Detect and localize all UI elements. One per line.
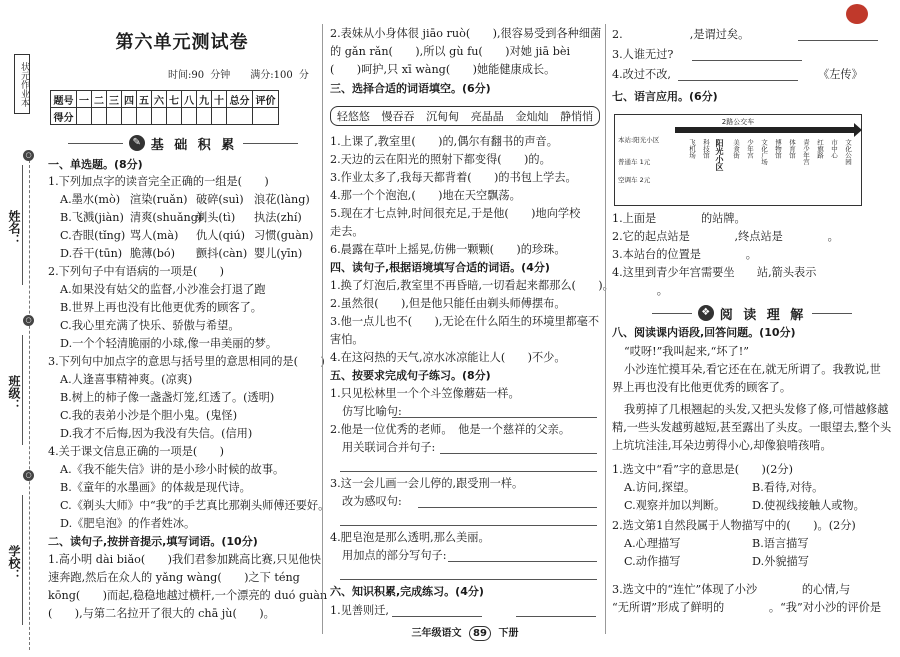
section-heading: 一、单选题。(8分) bbox=[48, 158, 143, 171]
word-option: 慢吞吞 bbox=[381, 110, 415, 123]
bus-stop: 文化公园 bbox=[844, 139, 852, 165]
word-option: 静悄悄 bbox=[560, 110, 594, 123]
binding-hole-icon: ○ bbox=[23, 470, 34, 481]
binding-hole-icon: ○ bbox=[23, 315, 34, 326]
option[interactable]: B.语言描写 bbox=[752, 537, 809, 550]
fill-line[interactable]: 2.虽然很( ),但是他只能任由剃头师傅摆布。 bbox=[330, 297, 566, 310]
banner-text: 基 础 积 累 bbox=[150, 137, 238, 153]
question: 3.下列句中加点字的意思与括号里的意思相同的是( ) bbox=[48, 355, 325, 368]
class-label: 班级： bbox=[7, 375, 21, 411]
score-cell[interactable] bbox=[167, 108, 182, 125]
source-line[interactable] bbox=[798, 40, 878, 41]
option[interactable]: A.墨水(mò) bbox=[60, 193, 121, 206]
score-cell[interactable] bbox=[107, 108, 122, 125]
score-header: 六 bbox=[152, 91, 167, 108]
score-header: 总分 bbox=[227, 91, 253, 108]
fill-line[interactable]: ( ),与第二名拉开了很大的 chā jù( )。 bbox=[48, 607, 275, 620]
bus-stop: 体育馆 bbox=[788, 139, 796, 159]
score-header: 三 bbox=[107, 91, 122, 108]
option[interactable]: A.如果没有姑父的监督,小沙准会打退了跑 bbox=[60, 283, 266, 296]
instruction: 用加点的部分写句子: bbox=[342, 549, 447, 562]
option[interactable]: D.一个个轻清脆丽的小球,像一串美丽的梦。 bbox=[60, 337, 278, 350]
fill-line[interactable]: 3.本站台的位置是 。 bbox=[612, 248, 757, 261]
section-heading: 六、知识积累,完成练习。(4分) bbox=[330, 585, 484, 598]
word-option: 亮晶晶 bbox=[470, 110, 504, 123]
fill-line[interactable]: 1.换了灯泡后,教室里不再昏暗,一切看起来都那么( )。 bbox=[330, 279, 614, 292]
bus-stop: 市中心 bbox=[830, 139, 838, 159]
score-cell[interactable] bbox=[197, 108, 212, 125]
direction-arrow-icon bbox=[675, 127, 855, 133]
source-line[interactable] bbox=[516, 616, 596, 617]
option-item: 颤抖(càn) bbox=[196, 247, 248, 260]
score-cell[interactable] bbox=[182, 108, 197, 125]
score-header: 八 bbox=[182, 91, 197, 108]
answer-line[interactable] bbox=[448, 561, 597, 562]
class-field[interactable] bbox=[22, 335, 23, 445]
option[interactable]: C.观察并加以判断。 bbox=[624, 499, 726, 512]
section-heading: 八、阅读课内语段,回答问题。(10分) bbox=[612, 326, 796, 339]
brand-badge: 状元作业本 bbox=[14, 54, 30, 114]
fill-line[interactable]: 4.这里到青少年宫需要坐 站,箭头表示 bbox=[612, 266, 817, 279]
option[interactable]: D.我才不后悔,因为我没有失信。(信用) bbox=[60, 427, 253, 440]
answer-line[interactable] bbox=[418, 507, 597, 508]
option[interactable]: B.世界上再也没有比他更优秀的顾客了。 bbox=[60, 301, 262, 314]
column-3 bbox=[612, 0, 894, 657]
footer-subject: 三年级语文 bbox=[411, 628, 462, 639]
score-cell[interactable] bbox=[122, 108, 137, 125]
option[interactable]: B.树上的柿子像一盏盏灯笼,红透了。(透明) bbox=[60, 391, 275, 404]
fill-line[interactable]: “无所谓”形成了鲜明的 。“我”对小沙的评价是 bbox=[612, 601, 882, 614]
passage-line: “哎呀!”我叫起来,“坏了!” bbox=[624, 345, 749, 358]
bus-stop-current: 阳光小区 bbox=[715, 139, 724, 171]
page-number: 89 bbox=[469, 626, 491, 641]
fill-line[interactable]: 6.晨露在草叶上摇晃,仿佛一颗颗( )的珍珠。 bbox=[330, 243, 566, 256]
score-header: 二 bbox=[92, 91, 107, 108]
sentence: 3.这一会儿画一会儿停的,跟受刑一样。 bbox=[330, 477, 524, 490]
answer-line[interactable] bbox=[340, 579, 597, 580]
fill-line: 4.改过不改, bbox=[612, 68, 671, 81]
fill-line[interactable]: 1.上课了,教室里( )的,偶尔有翻书的声音。 bbox=[330, 135, 558, 148]
answer-line[interactable] bbox=[392, 616, 482, 617]
fill-line[interactable]: 1.高小明 dài biǎo( )我们君参加跳高比赛,只见他快 bbox=[48, 553, 322, 566]
name-field[interactable] bbox=[22, 165, 23, 285]
bus-stop: 飞机场 bbox=[688, 139, 696, 159]
bus-stop: 文化广场 bbox=[760, 139, 768, 165]
option[interactable]: B.看待,对待。 bbox=[752, 481, 824, 494]
score-cell[interactable] bbox=[152, 108, 167, 125]
school-label: 学校： bbox=[7, 545, 21, 581]
answer-line[interactable] bbox=[440, 453, 597, 454]
option[interactable]: C.我的表弟小沙是个胆小鬼。(鬼怪) bbox=[60, 409, 238, 422]
question: 2.选文第1自然段属于人物描写中的( )。(2分) bbox=[612, 519, 856, 532]
passage-line: 小沙连忙摸耳朵,看它还在在,就无所谓了。我教说,世 bbox=[624, 363, 881, 376]
column-divider bbox=[322, 24, 323, 634]
fill-line[interactable]: 3.作业太多了,我每天都背着( )的书包上学去。 bbox=[330, 171, 577, 184]
score-header: 十 bbox=[212, 91, 227, 108]
option-item: 仇人(qiú) bbox=[196, 229, 246, 242]
bus-route-sign bbox=[614, 114, 862, 206]
answer-line[interactable] bbox=[678, 80, 798, 81]
option-item: 剃头(tì) bbox=[196, 211, 236, 224]
option[interactable]: D.使视线接触人或物。 bbox=[752, 499, 865, 512]
word-option: 轻悠悠 bbox=[336, 110, 370, 123]
word-bank bbox=[330, 106, 600, 126]
option-item: 婴儿(yīn) bbox=[254, 247, 303, 260]
score-row-label: 得分 bbox=[51, 108, 77, 125]
word-option: 金灿灿 bbox=[515, 110, 549, 123]
fill-line[interactable]: 2.天边的云在阳光的照射下都变得( )的。 bbox=[330, 153, 551, 166]
section-banner bbox=[68, 134, 298, 152]
section-heading: 五、按要求完成句子练习。(8分) bbox=[330, 369, 491, 382]
fill-line[interactable]: 。 bbox=[612, 284, 668, 297]
book-icon: ✎ bbox=[129, 135, 145, 151]
binding-strip bbox=[0, 0, 46, 657]
fill-line[interactable]: 1.上面是 的站牌。 bbox=[612, 212, 746, 225]
option[interactable]: C.我心里充满了快乐、骄傲与希望。 bbox=[60, 319, 240, 332]
option[interactable]: D.《肥皂泡》的作者姓冰。 bbox=[60, 517, 196, 530]
question: 4.关于课文信息正确的一项是( ) bbox=[48, 445, 225, 458]
instruction: 仿写比喻句: bbox=[342, 405, 402, 418]
sentence: 4.肥皂泡是那么透明,那么美丽。 bbox=[330, 531, 490, 544]
score-header: 评价 bbox=[253, 91, 279, 108]
fill-line[interactable]: 的 gǎn rǎn( ),所以 gù fu( )对她 jiā bèi bbox=[330, 45, 571, 58]
fill-line[interactable]: 5.现在才七点钟,时间很充足,于是他( )地向学校 bbox=[330, 207, 581, 220]
answer-line[interactable] bbox=[392, 417, 597, 418]
fill-line[interactable]: kōng( )而起,稳稳地越过横杆,一个漂亮的 duó guàn bbox=[48, 589, 328, 602]
option[interactable]: A.访问,探望。 bbox=[624, 481, 696, 494]
option[interactable]: C.动作描写 bbox=[624, 555, 681, 568]
option-item: 脆薄(bó) bbox=[130, 247, 176, 260]
logo-emblem-icon bbox=[846, 4, 868, 24]
option[interactable]: A.《我不能失信》讲的是小珍小时候的故事。 bbox=[60, 463, 285, 476]
fill-line[interactable]: 4.在这闷热的天气,凉水冰凉能让人( )不少。 bbox=[330, 351, 566, 364]
answer-line[interactable] bbox=[692, 60, 802, 61]
passage-line: 上坑坑洼洼,耳朵边剪得小心,却像狼啃孩啃。 bbox=[612, 439, 832, 452]
page-title: 第六单元测试卷 bbox=[115, 32, 249, 53]
fill-line: 3.人谁无过? bbox=[612, 48, 674, 61]
section-heading: 四、读句子,根据语境填写合适的词语。(4分) bbox=[330, 261, 550, 274]
fill-line: 1.见善则迁, bbox=[330, 604, 389, 617]
page-footer bbox=[330, 624, 600, 641]
score-cell[interactable] bbox=[92, 108, 107, 125]
column-divider bbox=[605, 24, 606, 634]
score-header: 一 bbox=[77, 91, 92, 108]
score-cell[interactable] bbox=[77, 108, 92, 125]
section-heading: 二、读句子,按拼音提示,填写词语。(10分) bbox=[48, 535, 258, 548]
option[interactable]: C.杏眼(tǐng) bbox=[60, 229, 126, 242]
column-1 bbox=[48, 0, 330, 657]
score-cell[interactable] bbox=[212, 108, 227, 125]
score-header: 题号 bbox=[51, 91, 77, 108]
sentence: 2.他是一位优秀的老师。 他是一个慈祥的父亲。 bbox=[330, 423, 571, 436]
footer-term: 下册 bbox=[498, 628, 519, 639]
fill-line[interactable]: 2.它的起点站是 ,终点站是 。 bbox=[612, 230, 839, 243]
score-cell[interactable] bbox=[137, 108, 152, 125]
passage-line: 我剪掉了几根翘起的头发,又把头发修了修,可惜越修越 bbox=[624, 403, 889, 416]
score-table bbox=[50, 90, 279, 125]
binding-hole-icon: ○ bbox=[23, 150, 34, 161]
route-info: 本站:阳光小区 bbox=[618, 136, 660, 144]
section-heading: 三、选择合适的词语填空。(6分) bbox=[330, 82, 491, 95]
instruction: 用关联词合并句子: bbox=[342, 441, 436, 454]
option-item: 骂人(mà) bbox=[130, 229, 179, 242]
option-item: 破碎(suì) bbox=[196, 193, 244, 206]
option[interactable]: A.人逢喜事精神爽。(凉爽) bbox=[60, 373, 193, 386]
question: 2.下列句子中有语病的一项是( ) bbox=[48, 265, 225, 278]
option-item: 清爽(shuǎng) bbox=[130, 211, 203, 224]
score-cell[interactable] bbox=[227, 108, 253, 125]
fill-line[interactable]: 2. ,是谓过矣。 bbox=[612, 28, 750, 41]
score-header: 五 bbox=[137, 91, 152, 108]
score-header: 四 bbox=[122, 91, 137, 108]
score-header: 七 bbox=[167, 91, 182, 108]
reading-icon: ❖ bbox=[698, 305, 714, 321]
bus-stop: 青少年宫 bbox=[802, 139, 810, 165]
route-info: 普通车 1元 bbox=[618, 158, 651, 166]
fill-line: 害怕。 bbox=[330, 333, 364, 346]
section-banner bbox=[652, 304, 852, 322]
name-label: 姓名： bbox=[7, 210, 21, 246]
sentence: 1.只见松林里一个个斗笠像蘑菇一样。 bbox=[330, 387, 520, 400]
option[interactable]: C.《剃头大师》中“我”的手艺真比那剃头师傅还要好。 bbox=[60, 499, 330, 512]
score-cell[interactable] bbox=[253, 108, 279, 125]
fill-line[interactable]: 3.他一点儿也不( ),无论在什么陌生的环境里都毫不 bbox=[330, 315, 600, 328]
fill-line[interactable]: ( )呵护,只 xī wàng( )她能健康成长。 bbox=[330, 63, 556, 76]
bus-stop: 博物馆 bbox=[774, 139, 782, 159]
fill-line[interactable]: 速奔跑,然后在众人的 yǎng wàng( )之下 téng bbox=[48, 571, 300, 584]
option[interactable]: D.外貌描写 bbox=[752, 555, 809, 568]
banner-text: 阅 读 理 解 bbox=[719, 307, 807, 323]
route-info: 空调车 2元 bbox=[618, 176, 651, 184]
option-item: 渲染(ruǎn) bbox=[130, 193, 188, 206]
passage-line: 界上再也没有比他更优秀的顾客了。 bbox=[612, 381, 792, 394]
instruction: 改为感叹句: bbox=[342, 495, 402, 508]
bus-stop: 少年宫 bbox=[746, 139, 754, 159]
school-field[interactable] bbox=[22, 495, 23, 625]
section-heading: 七、语言应用。(6分) bbox=[612, 90, 718, 103]
passage-line: 精,一些头发越剪越短,甚至露出了头皮。一眼望去,整个头 bbox=[612, 421, 892, 434]
fill-line[interactable]: 2.表妹从小身体很 jiāo ruò( ),很容易受到各种细菌 bbox=[330, 27, 602, 40]
fill-line: 走去。 bbox=[330, 225, 364, 238]
answer-line[interactable] bbox=[340, 525, 597, 526]
bus-stop: 红旗路 bbox=[816, 139, 824, 159]
option[interactable]: B.飞溅(jiàn) bbox=[60, 211, 124, 224]
option[interactable]: B.《童年的水墨画》的体裁是现代诗。 bbox=[60, 481, 251, 494]
bus-stop: 科技馆 bbox=[702, 139, 710, 159]
fill-line[interactable]: 3.选文中的“连忙”体现了小沙 的心情,与 bbox=[612, 583, 851, 596]
option-item: 浪花(làng) bbox=[254, 193, 310, 206]
source-citation: 《左传》 bbox=[818, 68, 863, 81]
word-option: 沉甸甸 bbox=[426, 110, 460, 123]
route-title: 2路公交车 bbox=[721, 118, 755, 126]
option[interactable]: A.心理描写 bbox=[624, 537, 681, 550]
score-header: 九 bbox=[197, 91, 212, 108]
fill-line[interactable]: 4.那一个个泡泡,( )地在天空飘荡。 bbox=[330, 189, 521, 202]
cut-line bbox=[29, 150, 30, 650]
option[interactable]: D.吞干(tūn) bbox=[60, 247, 123, 260]
question: 1.选文中“看”字的意思是( )(2分) bbox=[612, 463, 793, 476]
exam-meta: 时间:90 分钟 满分:100 分 bbox=[168, 70, 309, 81]
question: 1.下列加点字的读音完全正确的一组是( ) bbox=[48, 175, 269, 188]
column-2 bbox=[330, 0, 614, 657]
option-item: 习惯(guàn) bbox=[254, 229, 314, 242]
option-item: 执法(zhí) bbox=[254, 211, 302, 224]
bus-stop: 美食街 bbox=[732, 139, 740, 159]
answer-line[interactable] bbox=[340, 471, 597, 472]
